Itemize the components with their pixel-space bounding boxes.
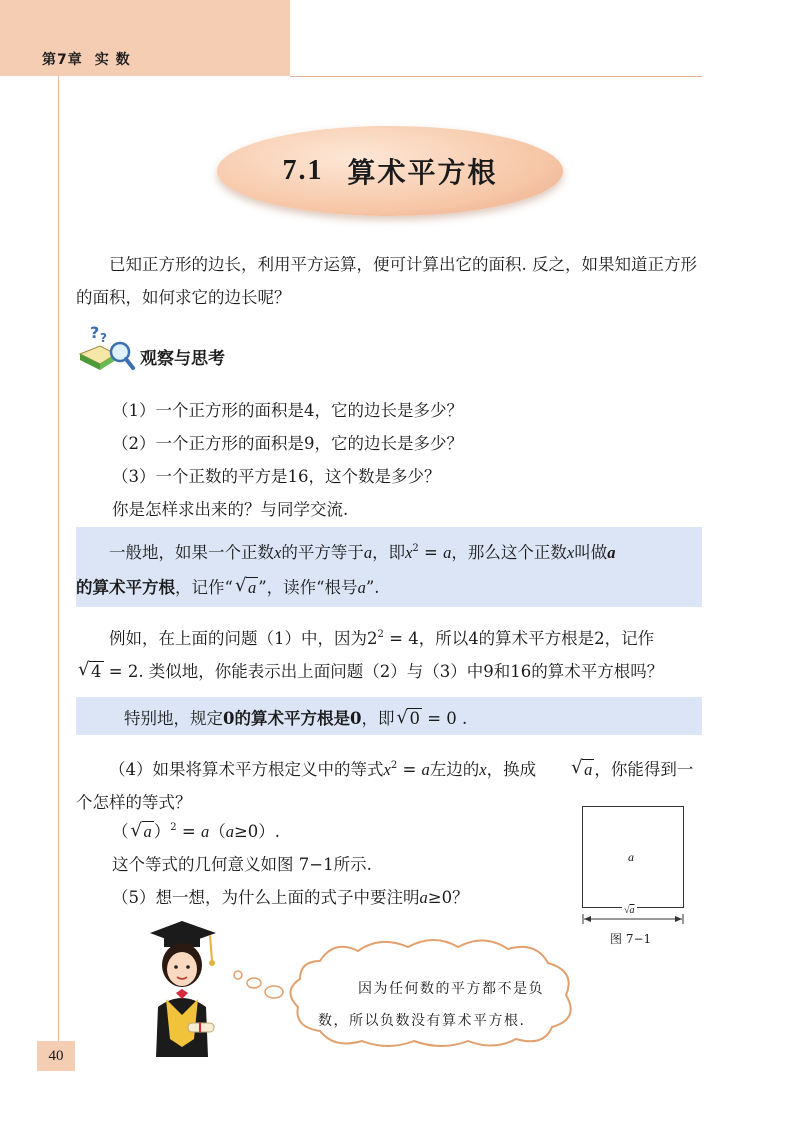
page-number: 40 — [37, 1041, 75, 1071]
svg-text:?: ? — [90, 324, 100, 342]
question-2: （2）一个正方形的面积是9，它的边长是多少？ — [112, 434, 463, 453]
student-graduate-illustration — [136, 915, 228, 1057]
figure-side-label: √a — [624, 905, 635, 916]
bubble-line-2: 数，所以负数没有算术平方根. — [318, 1013, 526, 1029]
observe-think-heading: 观察与思考 — [140, 349, 225, 369]
identity-equation: （ √ a ）$^2$ = a（a≥0）. — [112, 820, 281, 841]
bubble-line-1: 因为任何数的平方都不是负 — [358, 981, 544, 997]
svg-text:?: ? — [100, 331, 107, 345]
section-title — [217, 126, 563, 216]
definition-text: 一般地，如果一个正数x的平方等于a，即$x^2 = a$，那么这个正数x叫做a 的算术平方根，记作“ √ a ”，读作“根号a”. — [76, 543, 616, 597]
book-magnifier-question-icon — [76, 324, 136, 376]
question-1: （1）一个正方形的面积是4，它的边长是多少？ — [112, 401, 463, 420]
example-paragraph: 例如，在上面的问题（1）中，因为$2^2 = 4$，所以4的算术平方根是2，记作 √ 4 = 2. 类似地，你能表示出上面问题（2）与（3）中9和16的算术平方根吗？ — [78, 629, 664, 681]
header-divider — [290, 76, 702, 77]
note-text: 特别地，规定0的算术平方根是0，即 √ 0 = 0 . — [124, 707, 468, 728]
intro-text: 已知正方形的边长，利用平方运算，便可计算出它的面积. 反之，如果知道正方形的面积，如何求它的边长呢？ — [76, 255, 697, 307]
chapter-title: 实 数 — [94, 52, 131, 68]
figure-area-label: a — [628, 850, 634, 864]
thought-bubble-text — [318, 973, 558, 1037]
discuss-prompt: 你是怎样求出来的？与同学交流. — [112, 500, 349, 519]
intro-paragraph — [76, 248, 706, 314]
figure-caption: 图 7−1 — [610, 932, 652, 946]
chapter-number: 第7章 — [42, 52, 83, 68]
question-4: （4）如果将算术平方根定义中的等式$x^2 = a$左边的x，换成 √ a ，你能得到一个怎样的等式？ — [76, 757, 694, 812]
chapter-label — [42, 49, 131, 69]
margin-rule — [58, 76, 59, 1071]
question-5: （5）想一想，为什么上面的式子中要注明a≥0？ — [112, 888, 469, 907]
section-title-text: 算术平方根 — [347, 156, 498, 189]
geometry-note: 这个等式的几何意义如图 7−1所示. — [112, 855, 372, 874]
section-number: 7.1 — [282, 155, 324, 186]
question-3: （3）一个正数的平方是16，这个数是多少？ — [112, 467, 441, 486]
